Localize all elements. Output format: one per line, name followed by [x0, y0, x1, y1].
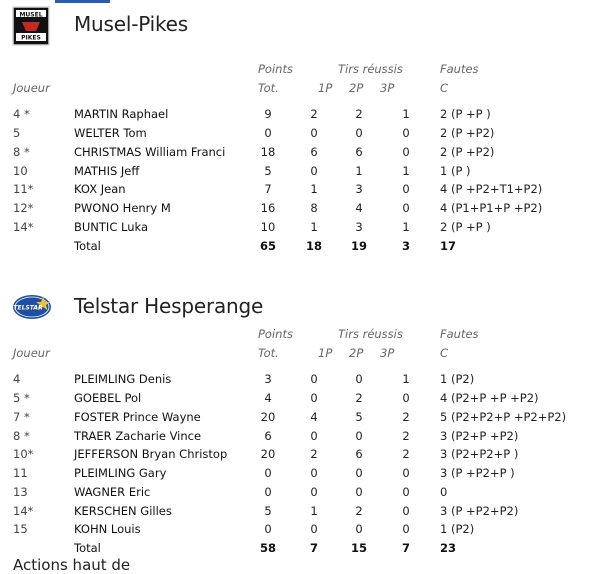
player-3p: 1	[402, 107, 410, 121]
player-2p: 3	[355, 220, 363, 234]
player-points: 0	[264, 485, 272, 499]
total-label: Total	[74, 541, 101, 555]
player-fouls: 1 (P2)	[440, 522, 475, 536]
player-2p: 2	[355, 391, 363, 405]
player-points: 5	[264, 164, 272, 178]
player-2p: 3	[355, 182, 363, 196]
player-number: 4 *	[13, 107, 30, 121]
header-points: Points	[258, 62, 293, 76]
total-points: 58	[259, 541, 276, 555]
player-row	[0, 201, 600, 220]
player-2p: 0	[355, 429, 363, 443]
player-3p: 0	[402, 485, 410, 499]
header-1p: 1P	[318, 346, 333, 360]
total-1p: 18	[305, 239, 322, 253]
player-points: 7	[264, 182, 272, 196]
header-fautes: Fautes	[440, 327, 479, 341]
player-name: CHRISTMAS William Franci	[74, 145, 226, 159]
player-points: 5	[264, 504, 272, 518]
player-number: 8 *	[13, 145, 30, 159]
player-name: JEFFERSON Bryan Christop	[74, 447, 228, 461]
total-fouls: 23	[440, 541, 457, 555]
player-3p: 0	[402, 126, 410, 140]
player-3p: 1	[402, 220, 410, 234]
player-3p: 1	[402, 164, 410, 178]
player-number: 15	[13, 522, 28, 536]
header-tirs-reussis: Tirs réussis	[338, 62, 403, 76]
player-row	[0, 429, 600, 448]
player-1p: 8	[310, 201, 318, 215]
top-accent-bar	[55, 0, 110, 3]
player-2p: 0	[355, 522, 363, 536]
player-name: PLEIMLING Gary	[74, 466, 167, 480]
player-2p: 2	[355, 107, 363, 121]
player-number: 5 *	[13, 391, 30, 405]
player-1p: 0	[310, 164, 318, 178]
player-row	[0, 220, 600, 239]
header-1p: 1P	[318, 81, 333, 95]
header-c: C	[440, 81, 449, 95]
header-2p: 2P	[349, 81, 364, 95]
player-1p: 0	[310, 522, 318, 536]
player-1p: 1	[310, 504, 318, 518]
player-1p: 0	[310, 466, 318, 480]
player-number: 14*	[13, 220, 34, 234]
player-3p: 0	[402, 145, 410, 159]
player-fouls: 1 (P )	[440, 164, 471, 178]
player-row	[0, 391, 600, 410]
player-points: 0	[264, 126, 272, 140]
player-points: 20	[260, 410, 276, 424]
player-3p: 2	[402, 447, 410, 461]
total-row	[0, 239, 600, 258]
player-1p: 0	[310, 372, 318, 386]
player-points: 4	[264, 391, 272, 405]
player-points: 20	[260, 447, 276, 461]
header-joueur: Joueur	[13, 81, 50, 95]
svg-text:MUSEL: MUSEL	[19, 11, 43, 19]
header-c: C	[440, 346, 449, 360]
player-name: KOHN Louis	[74, 522, 141, 536]
player-name: WELTER Tom	[74, 126, 147, 140]
player-2p: 2	[355, 504, 363, 518]
player-1p: 1	[310, 220, 318, 234]
player-name: KERSCHEN Gilles	[74, 504, 172, 518]
player-fouls: 3 (P +P2+P2)	[440, 504, 519, 518]
player-2p: 0	[355, 485, 363, 499]
player-name: GOEBEL Pol	[74, 391, 142, 405]
header-tot: Tot.	[258, 346, 279, 360]
player-name: BUNTIC Luka	[74, 220, 149, 234]
player-number: 11	[13, 466, 28, 480]
player-row	[0, 145, 600, 164]
player-points: 16	[260, 201, 276, 215]
header-points: Points	[258, 327, 293, 341]
player-3p: 0	[402, 182, 410, 196]
player-row	[0, 372, 600, 391]
player-fouls: 4 (P +P2+T1+P2)	[440, 182, 543, 196]
player-2p: 4	[355, 201, 363, 215]
player-name: WAGNER Eric	[74, 485, 151, 499]
total-fouls: 17	[440, 239, 457, 253]
player-name: MARTIN Raphael	[74, 107, 169, 121]
player-number: 14*	[13, 504, 34, 518]
player-name: PLEIMLING Denis	[74, 372, 172, 386]
player-fouls: 3 (P2+P2+P )	[440, 447, 519, 461]
player-2p: 1	[355, 164, 363, 178]
svg-text:PIKES: PIKES	[21, 34, 41, 42]
player-1p: 2	[310, 447, 318, 461]
player-row	[0, 126, 600, 145]
player-fouls: 2 (P +P2)	[440, 126, 495, 140]
player-3p: 0	[402, 201, 410, 215]
player-name: TRAER Zacharie Vince	[74, 429, 202, 443]
player-row	[0, 466, 600, 485]
player-3p: 1	[402, 372, 410, 386]
player-3p: 2	[402, 429, 410, 443]
player-3p: 0	[402, 522, 410, 536]
player-number: 11*	[13, 182, 34, 196]
player-1p: 4	[310, 410, 318, 424]
player-number: 8 *	[13, 429, 30, 443]
player-number: 4	[13, 372, 21, 386]
player-1p: 0	[310, 429, 318, 443]
player-number: 13	[13, 485, 28, 499]
player-2p: 6	[355, 145, 363, 159]
player-fouls: 2 (P +P )	[440, 220, 491, 234]
player-points: 3	[264, 372, 272, 386]
header-tirs-reussis: Tirs réussis	[338, 327, 403, 341]
player-row	[0, 504, 600, 523]
player-name: KOX Jean	[74, 182, 126, 196]
player-2p: 6	[355, 447, 363, 461]
total-2p: 15	[350, 541, 367, 555]
player-row	[0, 522, 600, 541]
telstar-logo-icon	[12, 292, 52, 322]
player-1p: 6	[310, 145, 318, 159]
player-fouls: 5 (P2+P2+P +P2+P2)	[440, 410, 567, 424]
player-1p: 0	[310, 126, 318, 140]
total-3p: 7	[401, 541, 410, 555]
player-points: 18	[260, 145, 276, 159]
player-fouls: 0	[440, 485, 448, 499]
player-fouls: 4 (P2+P +P +P2)	[440, 391, 539, 405]
player-fouls: 2 (P +P )	[440, 107, 491, 121]
player-fouls: 4 (P1+P1+P +P2)	[440, 201, 543, 215]
team-name: Musel-Pikes	[74, 12, 189, 36]
player-row	[0, 182, 600, 201]
header-tot: Tot.	[258, 81, 279, 95]
player-number: 7 *	[13, 410, 30, 424]
player-3p: 2	[402, 410, 410, 424]
header-joueur: Joueur	[13, 346, 50, 360]
player-name: FOSTER Prince Wayne	[74, 410, 201, 424]
total-3p: 3	[401, 239, 410, 253]
player-points: 0	[264, 466, 272, 480]
musel-pikes-logo-icon	[12, 6, 50, 46]
player-points: 9	[264, 107, 272, 121]
player-fouls: 1 (P2)	[440, 372, 475, 386]
player-number: 5	[13, 126, 21, 140]
player-name: MATHIS Jeff	[74, 164, 140, 178]
player-number: 12*	[13, 201, 34, 215]
player-2p: 0	[355, 372, 363, 386]
player-points: 10	[260, 220, 276, 234]
header-3p: 3P	[380, 346, 395, 360]
player-number: 10	[13, 164, 28, 178]
player-row	[0, 485, 600, 504]
player-row	[0, 164, 600, 183]
player-points: 0	[264, 522, 272, 536]
player-row	[0, 447, 600, 466]
player-row	[0, 410, 600, 429]
player-2p: 0	[355, 466, 363, 480]
header-fautes: Fautes	[440, 62, 479, 76]
player-3p: 0	[402, 391, 410, 405]
player-2p: 0	[355, 126, 363, 140]
player-3p: 0	[402, 504, 410, 518]
total-label: Total	[74, 239, 101, 253]
header-2p: 2P	[349, 346, 364, 360]
player-number: 10*	[13, 447, 34, 461]
player-3p: 0	[402, 466, 410, 480]
player-fouls: 3 (P2+P +P2)	[440, 429, 519, 443]
player-1p: 0	[310, 391, 318, 405]
next-section-title: Actions haut de	[13, 556, 131, 574]
player-fouls: 3 (P +P2+P )	[440, 466, 515, 480]
player-name: PWONO Henry M	[74, 201, 171, 215]
total-2p: 19	[350, 239, 367, 253]
player-fouls: 2 (P +P2)	[440, 145, 495, 159]
team-name: Telstar Hesperange	[74, 294, 264, 318]
svg-text:TELSTAR: TELSTAR	[13, 304, 43, 312]
player-1p: 1	[310, 182, 318, 196]
player-points: 6	[264, 429, 272, 443]
player-1p: 2	[310, 107, 318, 121]
player-row	[0, 107, 600, 126]
total-1p: 7	[309, 541, 318, 555]
header-3p: 3P	[380, 81, 395, 95]
player-1p: 0	[310, 485, 318, 499]
player-2p: 5	[355, 410, 363, 424]
total-points: 65	[259, 239, 276, 253]
